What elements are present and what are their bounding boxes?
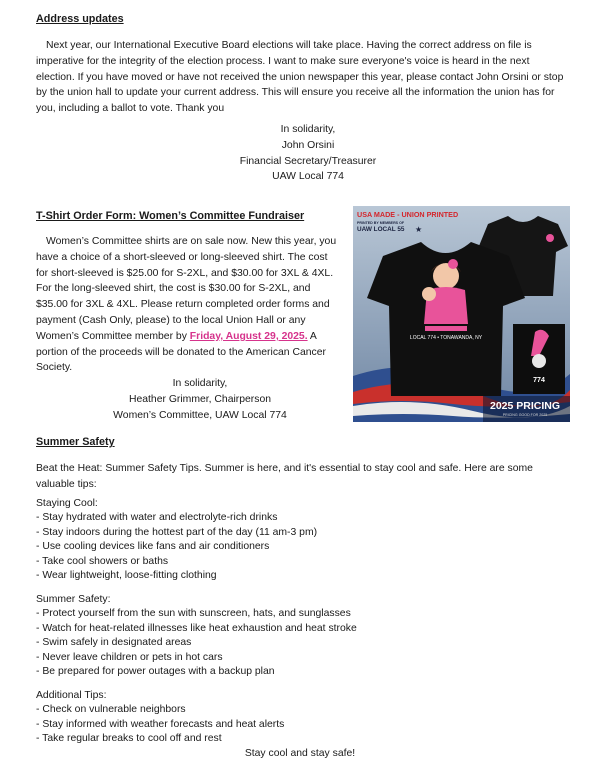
tshirt-signoff-line: In solidarity, xyxy=(172,378,228,389)
address-signoff-line: In solidarity, xyxy=(280,124,336,135)
shirt-local-text: LOCAL 774 • TONAWANDA, NY xyxy=(409,335,483,341)
tshirt-heading: T-Shirt Order Form: Women’s Committee Fundraiser xyxy=(36,210,305,222)
tshirt-photo xyxy=(353,206,570,422)
safety-heading: Summer Safety xyxy=(36,436,115,448)
address-signoff-line: Financial Secretary/Treasurer xyxy=(239,155,377,167)
pricing-title: 2025 PRICING xyxy=(489,400,561,412)
safety-group-additional xyxy=(36,689,284,747)
list-item: - Protect yourself from the sun with sunscreen, hats, and sunglasses xyxy=(36,608,351,620)
tshirt-body-text-end: A portion of the proceeds will be donated to the American Cancer Society. xyxy=(36,330,326,374)
tshirt-promo-image xyxy=(353,206,570,422)
tshirt-signoff-line: Women’s Committee, UAW Local 774 xyxy=(113,409,287,421)
pricing-subtitle: PRICING GOOD FOR 2025 xyxy=(502,413,548,417)
address-body: Next year, our International Executive Board elections will take place. Having the correct address on file is imperative for the integrity of the election process. I want to make sure everyone's voice is heard in the next election. If you have moved or have not received the union newspaper this year, please contact John Orsini or stop by the union hall to update your current address. This will ensure you receive all the information the union has for you, including a ballot to vote. Thank you xyxy=(36,40,564,115)
rosie-banner xyxy=(425,326,467,331)
list-item: - Wear lightweight, loose-fitting clothing xyxy=(36,570,217,582)
list-item: - Be prepared for power outages with a backup plan xyxy=(36,666,275,678)
safety-closing: Stay cool and stay safe! xyxy=(244,748,356,759)
list-item: - Stay indoors during the hottest part of the day (11 am-3 pm) xyxy=(36,526,318,538)
back-ribbon-icon xyxy=(546,234,554,242)
address-signoff xyxy=(208,122,408,185)
tshirt-signoff xyxy=(80,376,320,423)
list-item: - Swim safely in designated areas xyxy=(36,637,192,649)
list-item: - Check on vulnerable neighbors xyxy=(36,704,186,716)
rosie-fist xyxy=(422,287,436,301)
safety-intro: Beat the Heat: Summer Safety Tips. Summer is here, and it's essential to stay cool and safe. Here are some valuable tips: xyxy=(36,463,533,490)
safety-group-summer-safety xyxy=(36,593,357,679)
rosie-bandana xyxy=(448,259,458,269)
safety-group-title: Additional Tips: xyxy=(36,690,107,701)
list-item: - Stay informed with weather forecasts and heat alerts xyxy=(36,718,285,730)
uaw-local-text: UAW LOCAL 55 xyxy=(357,226,405,233)
list-item: - Take regular breaks to cool off and rest xyxy=(36,733,222,745)
uaw-seal-icon xyxy=(532,354,546,368)
tshirt-signoff-line: Heather Grimmer, Chairperson xyxy=(128,393,272,405)
address-signoff-line: John Orsini xyxy=(281,139,335,151)
safety-group-title: Staying Cool: xyxy=(36,498,98,509)
printed-by-text: PRINTED BY MEMBERS OF xyxy=(357,221,405,225)
tshirt-body xyxy=(36,234,342,376)
list-item: - Take cool showers or baths xyxy=(36,555,169,567)
list-item: - Never leave children or pets in hot cars xyxy=(36,651,223,663)
safety-group-staying-cool xyxy=(36,497,317,583)
union-printed-banner: USA MADE - UNION PRINTED xyxy=(357,210,459,219)
inset-local-number: 774 xyxy=(533,377,545,384)
list-item: - Stay hydrated with water and electrolyte-rich drinks xyxy=(36,512,278,524)
address-heading: Address updates xyxy=(36,13,124,25)
address-signoff-line: UAW Local 774 xyxy=(272,171,344,183)
list-item: - Use cooling devices like fans and air conditioners xyxy=(36,541,270,553)
list-item: - Watch for heat-related illnesses like heat exhaustion and heat stroke xyxy=(36,622,357,634)
order-deadline: Friday, August 29, 2025. xyxy=(189,330,308,342)
star-icon: ★ xyxy=(415,225,423,234)
tshirt-body-text: Women’s Committee shirts are on sale now. New this year, you have a choice of a short-sleeved or long-sleeved shirt. The cost for short-sleeved is $25.00 for S-2XL, and $30.00 for 3XL & 4XL. For the long-sleeved shirt, the cost is $30.00 for S-2XL, and $35.00 for 3XL & 4XL. Please return completed order forms and payment (Cash Only, please) to the local Union Hall or any Women’s Committee member by xyxy=(36,236,337,342)
safety-group-title: Summer Safety: xyxy=(36,594,111,605)
